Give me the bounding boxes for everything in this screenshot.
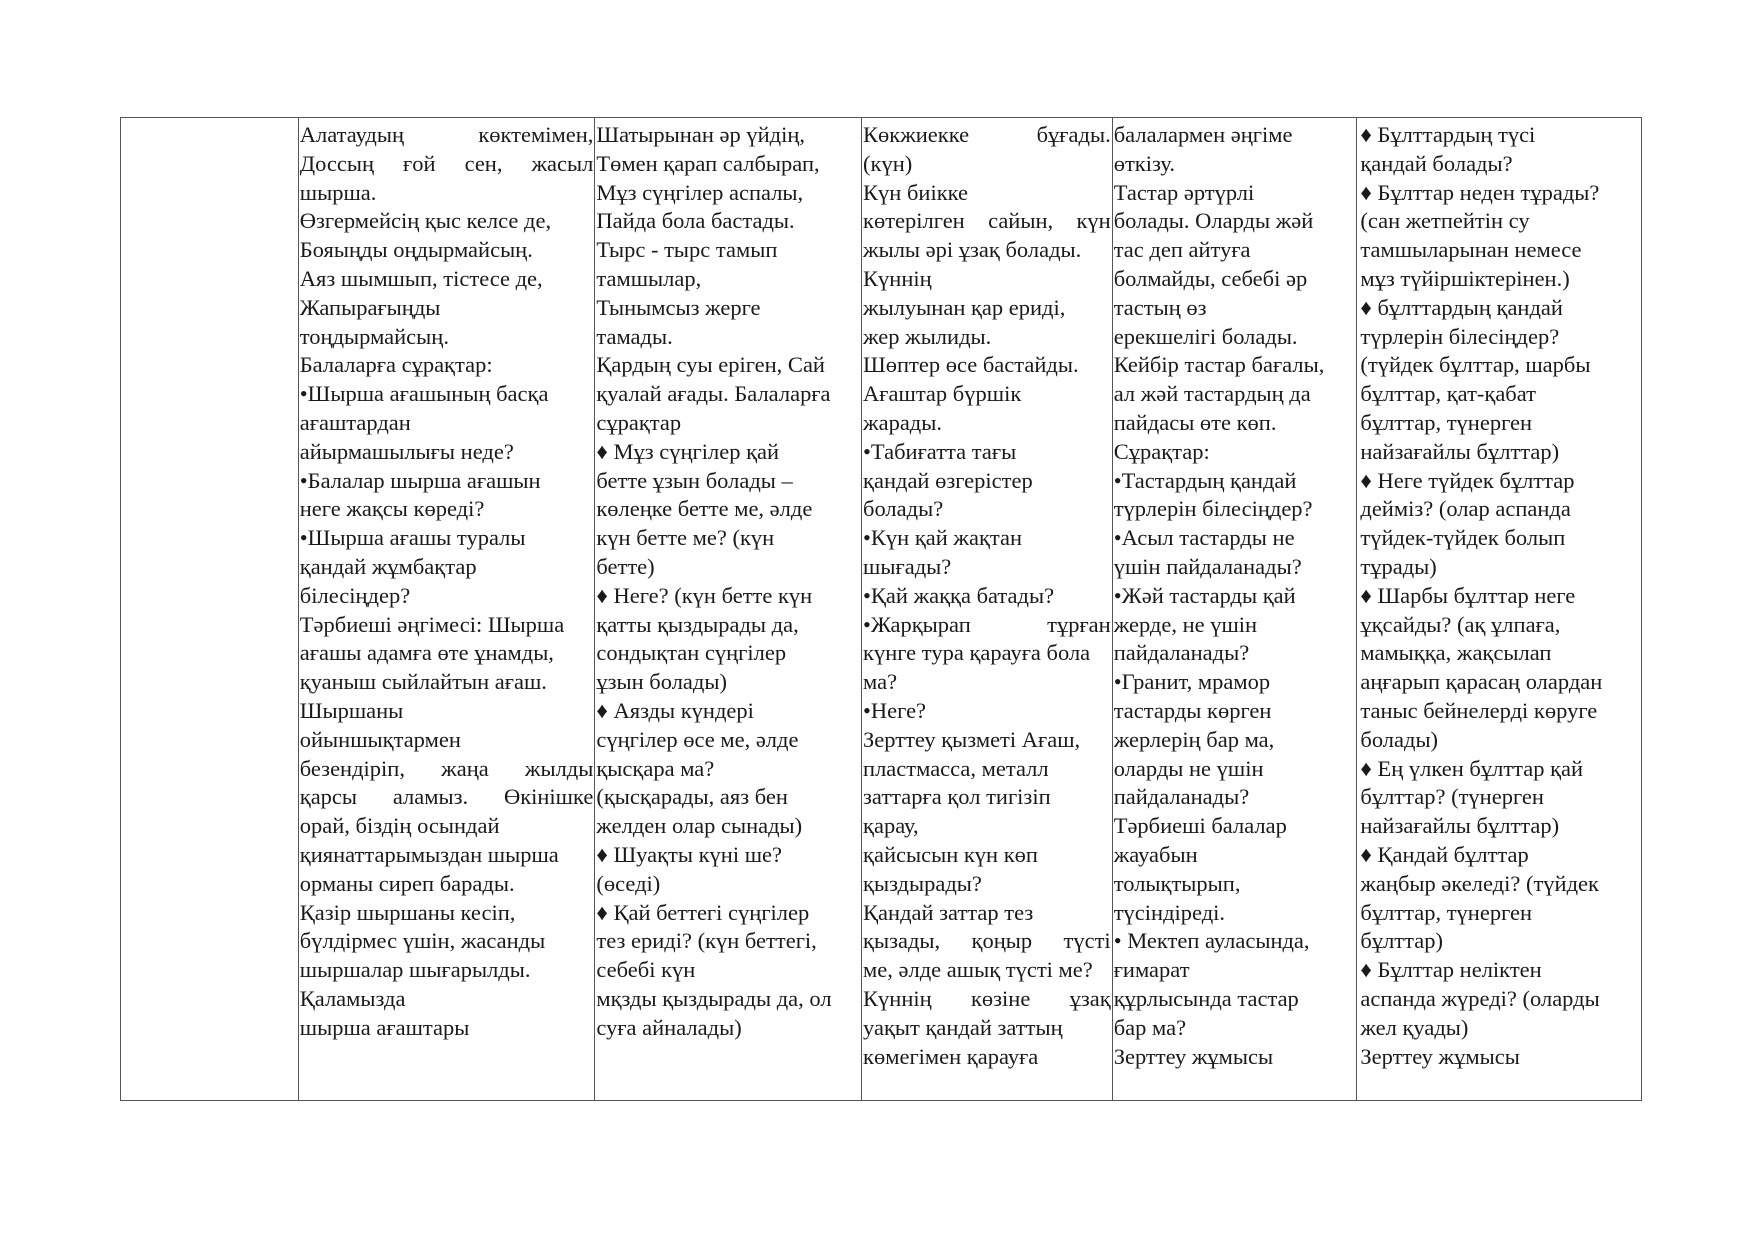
- text-line: түйдек-түйдек болып: [1360, 525, 1566, 551]
- text-line: ме, әлде ашық түсті ме?: [863, 957, 1093, 983]
- text-line: пайдаланады?: [1113, 784, 1250, 810]
- text-line: өткізу.: [1113, 150, 1176, 176]
- text-line: шыршалар шығарылды.: [299, 957, 531, 983]
- text-line: тез ериді? (күн беттегі,: [596, 928, 817, 954]
- text-line: болады. Оларды жәй: [1113, 208, 1314, 234]
- text-line: түсіндіреді.: [1113, 899, 1226, 925]
- text-line: тастың өз: [1113, 294, 1207, 320]
- text-line: ♦ Мұз сүңгілер қай: [596, 438, 780, 464]
- text-line: [299, 755, 595, 784]
- text-line: Тәрбиеші балалар: [1113, 813, 1287, 839]
- text-line: сұрақтар: [596, 409, 682, 435]
- text-line: ерекшелігі болады.: [1113, 323, 1298, 349]
- text-line: ойыншықтармен: [299, 726, 461, 752]
- text-line: ♦ Неге түйдек бұлттар: [1360, 467, 1575, 493]
- text-line: •Шырша ағашы туралы: [299, 525, 526, 551]
- text-line: жауабын: [1113, 841, 1198, 867]
- lesson-plan-table: [120, 117, 1642, 1101]
- text-line: Күн биікке: [863, 179, 968, 205]
- text-line: қандай болады?: [1360, 150, 1513, 176]
- text-line: ағашы адамға өте ұнамды,: [299, 640, 554, 666]
- text-line: мқзды қыздырады да, ол: [596, 985, 832, 1011]
- text-line: ағаштардан: [299, 409, 411, 435]
- text-line: шырша.: [299, 179, 377, 205]
- text-line: пластмасса, металл: [863, 755, 1049, 781]
- text-line: айырмашылығы неде?: [299, 438, 514, 464]
- text-line: қандай жұмбақтар: [299, 553, 477, 579]
- text-line: •Тастардың қандай: [1113, 467, 1297, 493]
- text-word: қоңыр: [971, 928, 1033, 954]
- text-line: Сұрақтар:: [1113, 438, 1210, 464]
- text-line: желден олар сынады): [596, 813, 803, 839]
- text-line: сүңгілер өсе ме, әлде: [596, 726, 799, 752]
- text-word: жылды: [524, 755, 594, 781]
- text-line: күнге тура қарауға бола: [863, 640, 1091, 666]
- text-line: уақыт қандай заттың: [863, 1014, 1063, 1040]
- text-line: [862, 985, 1112, 1014]
- table-column: [594, 118, 861, 1100]
- text-line: Қазір шыршаны кесіп,: [299, 899, 516, 925]
- text-line: Өзгермейсің қыс келсе де,: [299, 208, 552, 234]
- text-line: шырша ағаштары: [299, 1014, 470, 1040]
- text-line: үшін пайдаланады?: [1113, 553, 1302, 579]
- table-column: [1112, 118, 1357, 1100]
- text-line: көлеңке бетте ме, әлде: [596, 496, 813, 522]
- text-line: орманы сиреп барады.: [299, 870, 515, 896]
- text-word: Көкжиекке: [863, 122, 970, 147]
- text-line: •Гранит, мрамор: [1113, 669, 1271, 695]
- text-line: •Қай жаққа батады?: [863, 582, 1055, 608]
- text-line: себебі күн: [596, 957, 696, 983]
- text-word: түсті: [1063, 928, 1111, 954]
- text-line: • Мектеп ауласында,: [1113, 928, 1310, 954]
- text-line: (өседі): [596, 870, 661, 896]
- text-line: қуаныш сыйлайтын ағаш.: [299, 669, 547, 695]
- text-line: ма?: [863, 669, 898, 695]
- text-word: Күннің: [863, 985, 932, 1011]
- text-line: тұрады): [1360, 553, 1437, 579]
- text-line: [862, 207, 1112, 236]
- text-line: суға айналады): [596, 1014, 742, 1040]
- text-line: құрлысында тастар: [1113, 985, 1299, 1011]
- text-line: Шөптер өсе бастайды.: [863, 352, 1079, 378]
- text-line: Төмен қарап салбырап,: [596, 150, 820, 176]
- text-word: көзіне: [970, 985, 1031, 1011]
- text-line: болады): [1360, 726, 1439, 752]
- text-line: білесіңдер?: [299, 582, 411, 608]
- text-line: пайдасы өте көп.: [1113, 409, 1277, 435]
- text-line: (түйдек бұлттар, шарбы: [1360, 352, 1591, 378]
- text-line: ұқсайды? (ақ ұлпаға,: [1360, 611, 1561, 637]
- text-line: дейміз? (олар аспанда: [1360, 496, 1571, 522]
- text-line: Тастар әртүрлі: [1113, 179, 1255, 205]
- text-line: Ағаштар бүршік: [863, 381, 1022, 407]
- text-word: сайын,: [988, 208, 1054, 234]
- text-line: жел қуады): [1360, 1014, 1469, 1040]
- text-line: ♦ Қандай бұлттар: [1360, 841, 1529, 867]
- text-line: ♦ Бұлттардың түсі: [1360, 122, 1536, 147]
- text-line: Қардың суы еріген, Сай: [596, 352, 825, 378]
- text-line: Тырс - тырс тамып: [596, 237, 778, 263]
- text-line: Тынымсыз жерге: [596, 294, 761, 320]
- text-line: ♦ Ең үлкен бұлттар қай: [1360, 755, 1584, 781]
- text-line: жерде, не үшін: [1113, 611, 1258, 637]
- text-line: бұлттар, қат-қабат: [1360, 381, 1536, 407]
- text-line: күн бетте ме? (күн: [596, 525, 775, 551]
- text-line: ♦ Шарбы бұлттар неге: [1360, 582, 1576, 608]
- text-line: түрлерін білесіңдер?: [1360, 323, 1560, 349]
- text-line: қиянаттарымыздан шырша: [299, 841, 559, 867]
- text-line: ♦ Неге? (күн бетте күн: [596, 582, 813, 608]
- text-line: тамшылар,: [596, 265, 702, 291]
- text-line: Қандай заттар тез: [863, 899, 1034, 925]
- text-line: түрлерін білесіңдер?: [1113, 496, 1313, 522]
- text-line: көмегімен қарауға: [863, 1043, 1039, 1069]
- text-line: Бояыңды оңдырмайсың.: [299, 237, 533, 263]
- text-line: •Балалар шырша ағашын: [299, 467, 541, 493]
- text-word: күн: [1076, 208, 1111, 234]
- text-line: ал жәй тастардың да: [1113, 381, 1311, 407]
- text-line: бетте): [596, 553, 655, 579]
- text-line: ♦ бұлттардың қандай: [1360, 294, 1563, 320]
- text-line: ♦ Бұлттар неден тұрады?: [1360, 179, 1600, 205]
- text-line: найзағайлы бұлттар): [1360, 438, 1560, 464]
- text-line: жер жылиды.: [863, 323, 992, 349]
- text-line: орай, біздің осындай: [299, 813, 500, 839]
- text-line: Жапырағыңды: [299, 294, 441, 320]
- text-line: қысқара ма?: [596, 755, 715, 781]
- text-line: •Неге?: [863, 697, 927, 723]
- text-word: ұзақ: [1069, 985, 1111, 1011]
- text-line: қайсысын күн көп: [863, 841, 1038, 867]
- text-line: [299, 150, 595, 179]
- text-word: тұрған: [1047, 611, 1111, 637]
- text-line: (күн): [863, 150, 913, 176]
- text-line: неге жақсы көреді?: [299, 496, 485, 522]
- text-line: •Асыл тастарды не: [1113, 525, 1295, 551]
- text-line: ұзын болады): [596, 669, 727, 695]
- text-line: •Шырша ағашының басқа: [299, 381, 549, 407]
- text-line: сондықтан сүңгілер: [596, 640, 787, 666]
- text-line: ♦ Аязды күндері: [596, 697, 754, 723]
- text-line: Аяз шымшып, тістесе де,: [299, 265, 543, 291]
- text-line: Зерттеу жұмысы: [1360, 1043, 1520, 1069]
- table-column: [298, 118, 595, 1100]
- text-line: Пайда бола бастады.: [596, 208, 795, 234]
- text-line: •Күн қай жақтан: [863, 525, 1023, 551]
- text-line: Қаламызда: [299, 985, 406, 1011]
- text-line: таныс бейнелерді көруге: [1360, 697, 1598, 723]
- text-line: [862, 611, 1112, 640]
- text-line: қарау,: [863, 813, 919, 839]
- text-line: найзағайлы бұлттар): [1360, 813, 1560, 839]
- text-line: •Жәй тастарды қай: [1113, 582, 1296, 608]
- text-line: ♦ Қай беттегі сүңгілер: [596, 899, 810, 925]
- text-line: оларды не үшін: [1113, 755, 1264, 781]
- text-line: Кейбір тастар бағалы,: [1113, 352, 1325, 378]
- text-word: Алатаудың: [299, 122, 405, 147]
- text-line: заттарға қол тигізіп: [863, 784, 1051, 810]
- text-line: тоңдырмайсың.: [299, 323, 449, 349]
- text-word: қызады,: [863, 928, 941, 954]
- text-word: қарсы: [299, 784, 358, 810]
- text-line: Зерттеу жұмысы: [1113, 1043, 1274, 1069]
- text-line: болмайды, себебі әр: [1113, 265, 1308, 291]
- text-line: мұз түйіршіктерінен.): [1360, 265, 1570, 291]
- text-word: жасыл: [531, 150, 594, 176]
- text-line: Тәрбиеші әңгімесі: Шырша: [299, 611, 565, 637]
- text-word: безендіріп,: [299, 755, 405, 781]
- text-line: толықтырып,: [1113, 870, 1241, 896]
- text-line: [862, 121, 1112, 150]
- text-line: бұлттар, түнерген: [1360, 899, 1533, 925]
- text-line: бүлдірмес үшін, жасанды: [299, 928, 546, 954]
- text-line: қыздырады?: [863, 870, 982, 896]
- text-line: қатты қыздырады да,: [596, 611, 799, 637]
- text-line: бұлттар): [1360, 928, 1443, 954]
- text-line: тас деп айтуға: [1113, 237, 1251, 263]
- text-line: бетте ұзын болады –: [596, 467, 793, 493]
- text-line: Зерттеу қызметі Ағаш,: [863, 726, 1081, 752]
- text-line: қуалай ағады. Балаларға: [596, 381, 831, 407]
- text-line: пайдаланады?: [1113, 640, 1250, 666]
- text-word: бұғады.: [1036, 122, 1111, 147]
- text-line: Мұз сүңгілер аспалы,: [596, 179, 804, 205]
- text-line: қандай өзгерістер: [863, 467, 1033, 493]
- text-line: аңғарып қарасаң олардан: [1360, 669, 1603, 695]
- text-word: ғой: [403, 150, 436, 176]
- text-line: жарады.: [863, 409, 942, 435]
- text-line: [862, 927, 1112, 956]
- text-line: тамады.: [596, 323, 673, 349]
- text-line: балалармен әңгіме: [1113, 122, 1293, 147]
- table-column: [121, 118, 298, 1100]
- text-line: ♦ Шуақты күні ше?: [596, 841, 783, 867]
- text-line: Күннің: [863, 265, 932, 291]
- text-line: бұлттар? (түнерген: [1360, 784, 1544, 810]
- table-column: [861, 118, 1112, 1100]
- text-line: [299, 783, 595, 812]
- text-word: Доссың: [299, 150, 375, 176]
- table-column: [1356, 118, 1641, 1100]
- text-line: жылуынан қар ериді,: [863, 294, 1066, 320]
- text-line: мамыққа, жақсылап: [1360, 640, 1552, 666]
- text-line: шығады?: [863, 553, 952, 579]
- text-line: [299, 121, 595, 150]
- text-line: бар ма?: [1113, 1014, 1187, 1040]
- text-line: (қысқарады, аяз бен: [596, 784, 788, 810]
- text-line: жаңбыр әкеледі? (түйдек: [1360, 870, 1599, 896]
- text-word: көтерілген: [863, 208, 965, 234]
- text-line: Балаларға сұрақтар:: [299, 352, 493, 378]
- text-word: жаңа: [441, 755, 489, 781]
- text-line: жылы әрі ұзақ болады.: [863, 237, 1082, 263]
- text-word: сен,: [464, 150, 503, 176]
- text-line: •Табиғатта тағы: [863, 438, 1017, 464]
- text-line: тастарды көрген: [1113, 697, 1272, 723]
- text-line: Шатырынан әр үйдің,: [596, 122, 806, 147]
- text-line: ғимарат: [1113, 957, 1190, 983]
- text-word: •Жарқырап: [863, 611, 971, 637]
- text-line: (сан жетпейтін су: [1360, 208, 1530, 234]
- text-line: жерлерің бар ма,: [1113, 726, 1275, 752]
- text-line: Шыршаны: [299, 697, 404, 723]
- text-line: аспанда жүреді? (оларды: [1360, 985, 1600, 1011]
- text-line: ♦ Бұлттар неліктен: [1360, 957, 1542, 983]
- text-word: Өкінішке: [503, 784, 594, 810]
- text-line: бұлттар, түнерген: [1360, 409, 1533, 435]
- text-line: болады?: [863, 496, 944, 522]
- text-line: тамшыларынан немесе: [1360, 237, 1582, 263]
- text-word: аламыз.: [392, 784, 469, 810]
- text-word: көктемімен,: [478, 122, 594, 147]
